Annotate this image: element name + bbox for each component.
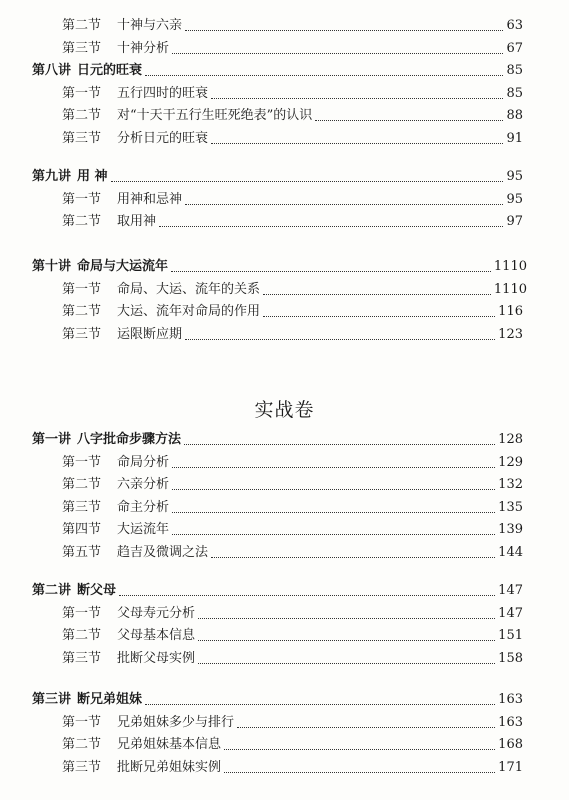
dot-leader xyxy=(211,143,503,144)
dot-leader xyxy=(211,98,503,99)
dot-leader xyxy=(159,226,503,227)
page-number: 116 xyxy=(498,304,523,320)
entry-label xyxy=(0,522,169,538)
page-number: 163 xyxy=(498,692,523,707)
entry-label xyxy=(0,304,260,320)
page-number: 63 xyxy=(506,18,523,33)
dot-leader xyxy=(263,294,491,295)
toc-section-entry[interactable] xyxy=(0,754,569,776)
entry-label xyxy=(0,737,221,753)
page-number: 128 xyxy=(498,432,523,447)
entry-number: 第三节 xyxy=(62,326,102,342)
entry-number: 第一讲 xyxy=(32,432,72,447)
entry-number: 第三节 xyxy=(62,650,102,666)
page-number: 168 xyxy=(498,737,523,753)
entry-number: 第三节 xyxy=(62,499,102,515)
entry-label xyxy=(0,131,208,147)
toc-lecture-entry[interactable] xyxy=(0,577,569,599)
page-number: 91 xyxy=(506,131,523,146)
dot-leader xyxy=(224,749,495,750)
entry-title: 八字批命步骤方法 xyxy=(77,432,182,447)
dot-leader xyxy=(224,772,495,773)
page-number: 95 xyxy=(506,191,523,207)
toc-section-entry[interactable] xyxy=(0,125,569,147)
dot-leader xyxy=(185,339,495,340)
toc-section-entry[interactable] xyxy=(0,12,569,34)
toc-section-entry[interactable] xyxy=(0,276,569,298)
entry-number: 第一节 xyxy=(62,714,102,730)
entry-label xyxy=(0,583,116,599)
entry-title: 命局分析 xyxy=(117,454,170,470)
toc-section-entry[interactable] xyxy=(0,186,569,208)
entry-label xyxy=(0,545,208,561)
toc-section-entry[interactable] xyxy=(0,102,569,124)
dot-leader xyxy=(111,181,504,182)
entry-title: 命主分析 xyxy=(117,499,170,515)
entry-title: 断兄弟姐妹 xyxy=(77,692,143,707)
entry-title: 取用神 xyxy=(117,214,157,230)
entry-number: 第三讲 xyxy=(32,692,72,707)
entry-number: 第一节 xyxy=(62,281,102,297)
page-number: 147 xyxy=(498,583,523,598)
toc-lecture-entry[interactable] xyxy=(0,686,569,708)
toc-lecture-entry[interactable] xyxy=(0,426,569,448)
entry-label xyxy=(0,455,169,471)
entry-number: 第一节 xyxy=(62,605,102,621)
entry-number: 第二节 xyxy=(62,304,102,320)
entry-title: 六亲分析 xyxy=(117,477,170,493)
entry-title: 十神分析 xyxy=(117,40,170,56)
entry-label xyxy=(0,108,312,124)
entry-title: 十神与六亲 xyxy=(117,18,183,33)
entry-number: 第二节 xyxy=(62,18,102,33)
entry-title: 断父母 xyxy=(77,583,117,598)
part-title: 实战卷 xyxy=(254,399,315,421)
entry-title: 批断兄弟姐妹实例 xyxy=(117,759,222,775)
toc-section-entry[interactable] xyxy=(0,645,569,667)
toc-section-entry[interactable] xyxy=(0,321,569,343)
entry-label xyxy=(0,477,169,493)
entry-label xyxy=(0,628,195,644)
entry-title: 对“十天干五行生旺死绝表”的认识 xyxy=(117,108,313,124)
page-number: 1110 xyxy=(493,259,527,274)
dot-leader xyxy=(172,489,495,490)
entry-number: 第二节 xyxy=(62,108,102,124)
toc-section-entry[interactable] xyxy=(0,298,569,320)
toc-lecture-entry[interactable] xyxy=(0,253,569,275)
page-number: 151 xyxy=(498,628,523,644)
dot-leader xyxy=(171,271,491,272)
entry-label xyxy=(0,259,168,275)
entry-number: 第一节 xyxy=(62,454,102,470)
dot-leader xyxy=(198,618,495,619)
entry-label xyxy=(0,18,182,34)
toc-lecture-entry[interactable] xyxy=(0,57,569,79)
dot-leader xyxy=(172,467,495,468)
toc-lecture-entry[interactable] xyxy=(0,163,569,185)
entry-label xyxy=(0,651,195,667)
entry-number: 第三节 xyxy=(62,40,102,56)
page-number: 85 xyxy=(506,85,523,101)
entry-title: 父母基本信息 xyxy=(117,628,196,644)
entry-title: 日元的旺衰 xyxy=(77,63,143,79)
dot-leader xyxy=(315,120,503,121)
dot-leader xyxy=(211,557,495,558)
entry-title: 分析日元的旺衰 xyxy=(117,131,209,146)
page-number: 123 xyxy=(498,326,523,342)
dot-leader xyxy=(185,30,503,31)
entry-label xyxy=(0,192,182,208)
page-number: 88 xyxy=(506,108,523,124)
entry-label xyxy=(0,606,195,622)
page-number: 132 xyxy=(498,477,523,493)
entry-number: 第三节 xyxy=(62,131,102,146)
entry-title: 运限断应期 xyxy=(117,326,183,342)
toc-section-entry[interactable] xyxy=(0,208,569,230)
page-number: 171 xyxy=(498,759,523,775)
entry-number: 第二节 xyxy=(62,214,102,230)
page-number: 158 xyxy=(498,650,523,666)
page-number: 85 xyxy=(506,63,523,79)
entry-title: 父母寿元分析 xyxy=(117,605,196,621)
toc-section-entry[interactable] xyxy=(0,494,569,516)
entry-title: 命局与大运流年 xyxy=(77,259,169,274)
dot-leader xyxy=(172,53,503,54)
dot-leader xyxy=(172,512,495,513)
entry-label xyxy=(0,760,221,776)
entry-title: 用神和忌神 xyxy=(117,191,183,207)
entry-number: 第九讲 xyxy=(32,169,72,184)
dot-leader xyxy=(263,316,495,317)
entry-label xyxy=(0,282,260,298)
page-number: 95 xyxy=(506,169,523,184)
entry-number: 第五节 xyxy=(62,545,102,560)
entry-number: 第四节 xyxy=(62,522,102,538)
toc-section-entry[interactable] xyxy=(0,622,569,644)
page-number: 67 xyxy=(506,40,523,56)
entry-title: 兄弟姐妹多少与排行 xyxy=(117,714,235,730)
dot-leader xyxy=(145,704,495,705)
dot-leader xyxy=(172,534,495,535)
entry-number: 第一节 xyxy=(62,191,102,207)
page-number: 1110 xyxy=(493,281,527,297)
dot-leader xyxy=(119,595,495,596)
page-number: 97 xyxy=(506,214,523,230)
dot-leader xyxy=(198,663,495,664)
toc-section-entry[interactable] xyxy=(0,471,569,493)
page-number: 135 xyxy=(498,499,523,515)
entry-title: 大运流年 xyxy=(117,522,170,538)
entry-number: 第三节 xyxy=(62,759,102,775)
entry-number: 第二讲 xyxy=(32,583,72,598)
entry-label xyxy=(0,715,234,731)
toc-section-entry[interactable] xyxy=(0,80,569,102)
dot-leader xyxy=(198,640,495,641)
entry-title: 用 神 xyxy=(77,169,108,184)
toc-section-entry[interactable] xyxy=(0,731,569,753)
entry-label xyxy=(0,214,156,230)
toc-section-entry[interactable] xyxy=(0,539,569,561)
entry-title: 趋吉及微调之法 xyxy=(117,545,209,560)
toc-section-entry[interactable] xyxy=(0,449,569,471)
toc-section-entry[interactable] xyxy=(0,35,569,57)
entry-number: 第八讲 xyxy=(32,63,72,79)
toc-section-entry[interactable] xyxy=(0,600,569,622)
entry-title: 命局、大运、流年的关系 xyxy=(117,281,261,297)
entry-label xyxy=(0,692,142,708)
entry-number: 第二节 xyxy=(62,628,102,644)
entry-title: 五行四时的旺衰 xyxy=(117,85,209,101)
entry-title: 大运、流年对命局的作用 xyxy=(117,304,261,320)
page-number: 139 xyxy=(498,522,523,538)
dot-leader xyxy=(237,727,495,728)
entry-label xyxy=(0,169,108,185)
entry-number: 第二节 xyxy=(62,737,102,753)
toc-section-entry[interactable] xyxy=(0,709,569,731)
entry-number: 第十讲 xyxy=(32,259,72,274)
page-number: 144 xyxy=(498,545,523,560)
entry-title: 批断父母实例 xyxy=(117,650,196,666)
entry-number: 第一节 xyxy=(62,85,102,101)
page-number: 147 xyxy=(498,605,523,621)
dot-leader xyxy=(145,75,503,76)
dot-leader xyxy=(184,444,495,445)
entry-number: 第二节 xyxy=(62,477,102,493)
entry-label xyxy=(0,432,181,448)
entry-title: 兄弟姐妹基本信息 xyxy=(117,737,222,753)
entry-label xyxy=(0,63,142,79)
page-number: 129 xyxy=(498,454,523,470)
entry-label xyxy=(0,86,208,102)
entry-label xyxy=(0,500,169,516)
dot-leader xyxy=(185,204,503,205)
entry-label xyxy=(0,41,169,57)
toc-section-entry[interactable] xyxy=(0,516,569,538)
entry-label xyxy=(0,327,182,343)
page-number: 163 xyxy=(498,714,523,730)
